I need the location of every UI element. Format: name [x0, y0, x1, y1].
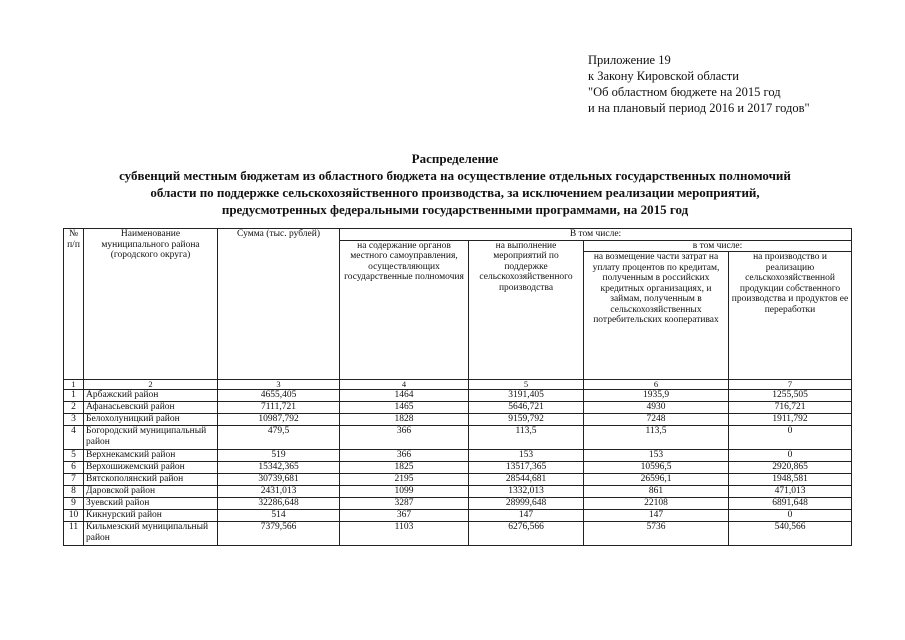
measures-cell: 9159,792	[469, 414, 584, 426]
column-index: 4	[340, 380, 469, 390]
row-number: 8	[64, 486, 84, 498]
header-production: на производство и реализацию сельскохозяйственной продукции собственного производства и продуктов ее переработки	[729, 252, 852, 380]
measures-cell: 113,5	[469, 426, 584, 450]
measures-cell: 28999,648	[469, 498, 584, 510]
row-number: 9	[64, 498, 84, 510]
maintenance-cell: 2195	[340, 474, 469, 486]
interest-cell: 10596,5	[584, 462, 729, 474]
table-row	[64, 522, 852, 546]
table-row	[64, 426, 852, 450]
row-number: 5	[64, 450, 84, 462]
row-number: 11	[64, 522, 84, 546]
production-cell: 6891,648	[729, 498, 852, 510]
table-row	[64, 402, 852, 414]
row-number: 1	[64, 390, 84, 402]
column-index: 6	[584, 380, 729, 390]
appendix-line: к Закону Кировской области	[588, 69, 739, 83]
measures-cell: 3191,405	[469, 390, 584, 402]
appendix-note	[588, 52, 810, 116]
maintenance-cell: 366	[340, 426, 469, 450]
table-row	[64, 450, 852, 462]
maintenance-cell: 367	[340, 510, 469, 522]
header-num: № п/п	[64, 229, 84, 380]
maintenance-cell: 1825	[340, 462, 469, 474]
table-row	[64, 474, 852, 486]
sum-cell: 15342,365	[218, 462, 340, 474]
interest-cell: 4930	[584, 402, 729, 414]
row-number: 10	[64, 510, 84, 522]
appendix-line: и на плановый период 2016 и 2017 годов"	[588, 101, 810, 115]
interest-cell: 861	[584, 486, 729, 498]
district-name: Верхнекамский район	[84, 450, 218, 462]
column-index-row	[64, 380, 852, 390]
header-sum: Сумма (тыс. рублей)	[218, 229, 340, 380]
interest-cell: 7248	[584, 414, 729, 426]
table-row	[64, 510, 852, 522]
measures-cell: 6276,566	[469, 522, 584, 546]
title-line: Распределение	[411, 151, 499, 166]
header-name: Наименование муниципального района (городского округа)	[84, 229, 218, 380]
maintenance-cell: 1099	[340, 486, 469, 498]
table-row	[64, 390, 852, 402]
interest-cell: 5736	[584, 522, 729, 546]
production-cell: 1911,792	[729, 414, 852, 426]
district-name: Белохолуницкий район	[84, 414, 218, 426]
appendix-line: Приложение 19	[588, 53, 671, 67]
maintenance-cell: 1103	[340, 522, 469, 546]
sum-cell: 30739,681	[218, 474, 340, 486]
row-number: 3	[64, 414, 84, 426]
table-row	[64, 414, 852, 426]
row-number: 6	[64, 462, 84, 474]
measures-cell: 28544,681	[469, 474, 584, 486]
subvention-table	[63, 228, 852, 546]
title-line: области по поддержке сельскохозяйственного производства, за исключением реализации мероприятий,	[150, 185, 760, 200]
district-name: Верхошижемский район	[84, 462, 218, 474]
sum-cell: 2431,013	[218, 486, 340, 498]
production-cell: 471,013	[729, 486, 852, 498]
production-cell: 1255,505	[729, 390, 852, 402]
measures-cell: 1332,013	[469, 486, 584, 498]
appendix-line: "Об областном бюджете на 2015 год	[588, 85, 781, 99]
maintenance-cell: 366	[340, 450, 469, 462]
row-number: 4	[64, 426, 84, 450]
production-cell: 2920,865	[729, 462, 852, 474]
title-line: предусмотренных федеральными государственными программами, на 2015 год	[221, 202, 689, 217]
sum-cell: 10987,792	[218, 414, 340, 426]
column-index: 3	[218, 380, 340, 390]
table-row	[64, 462, 852, 474]
measures-cell: 13517,365	[469, 462, 584, 474]
header-measures: на выполнение мероприятий по поддержке сельскохозяйственного производства	[469, 240, 584, 380]
column-index: 5	[469, 380, 584, 390]
measures-cell: 147	[469, 510, 584, 522]
district-name: Арбажский район	[84, 390, 218, 402]
header-including-sub: в том числе:	[584, 240, 852, 252]
maintenance-cell: 3287	[340, 498, 469, 510]
district-name: Богородский муниципальный район	[84, 426, 218, 450]
sum-cell: 7379,566	[218, 522, 340, 546]
interest-cell: 26596,1	[584, 474, 729, 486]
header-interest-compensation: на возмещение части затрат на уплату процентов по кредитам, полученным в российских кредитных организациях, и займам, полученным в сельскохозяйственных потребительских кооперативах	[584, 252, 729, 380]
interest-cell: 22108	[584, 498, 729, 510]
header-maintenance: на содержание органов местного самоуправления, осуществляющих государственные полномочия	[340, 240, 469, 380]
production-cell: 0	[729, 450, 852, 462]
district-name: Кильмезский муниципальный район	[84, 522, 218, 546]
header-including: В том числе:	[340, 229, 852, 241]
table-row	[64, 498, 852, 510]
production-cell: 540,566	[729, 522, 852, 546]
district-name: Вятскополянский район	[84, 474, 218, 486]
sum-cell: 519	[218, 450, 340, 462]
column-index: 7	[729, 380, 852, 390]
production-cell: 1948,581	[729, 474, 852, 486]
title-line: субвенций местным бюджетам из областного бюджета на осуществление отдельных государственных полномочий	[119, 168, 791, 183]
row-number: 7	[64, 474, 84, 486]
maintenance-cell: 1828	[340, 414, 469, 426]
measures-cell: 153	[469, 450, 584, 462]
district-name: Афанасьевский район	[84, 402, 218, 414]
column-index: 2	[84, 380, 218, 390]
maintenance-cell: 1464	[340, 390, 469, 402]
sum-cell: 479,5	[218, 426, 340, 450]
sum-cell: 32286,648	[218, 498, 340, 510]
document-title	[60, 150, 850, 218]
measures-cell: 5646,721	[469, 402, 584, 414]
sum-cell: 7111,721	[218, 402, 340, 414]
interest-cell: 113,5	[584, 426, 729, 450]
maintenance-cell: 1465	[340, 402, 469, 414]
district-name: Кикнурский район	[84, 510, 218, 522]
district-name: Зуевский район	[84, 498, 218, 510]
interest-cell: 147	[584, 510, 729, 522]
row-number: 2	[64, 402, 84, 414]
district-name: Даровской район	[84, 486, 218, 498]
sum-cell: 514	[218, 510, 340, 522]
table-row	[64, 486, 852, 498]
production-cell: 716,721	[729, 402, 852, 414]
production-cell: 0	[729, 426, 852, 450]
production-cell: 0	[729, 510, 852, 522]
column-index: 1	[64, 380, 84, 390]
interest-cell: 1935,9	[584, 390, 729, 402]
sum-cell: 4655,405	[218, 390, 340, 402]
interest-cell: 153	[584, 450, 729, 462]
